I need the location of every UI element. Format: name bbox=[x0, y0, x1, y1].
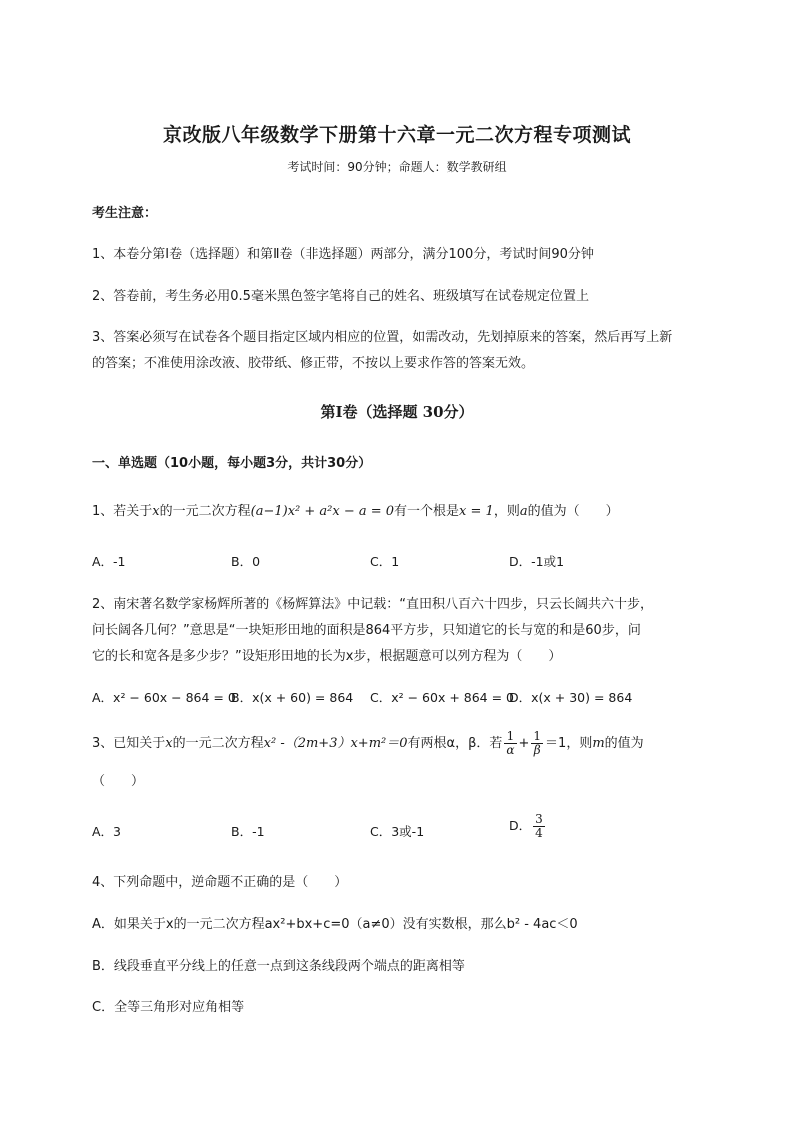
question-4-option-b: B．线段垂直平分线上的任意一点到这条线段两个端点的距离相等 bbox=[92, 959, 465, 974]
notice-item-3: 3、答案必须写在试卷各个题目指定区域内相应的位置，如需改动，先划掉原来的答案，然后再写上新 bbox=[92, 330, 673, 345]
question-3-blank: （ ） bbox=[92, 774, 145, 789]
question-3-stem: 3、已知关于x的一元二次方程x² -（2m+3）x+m²＝0有两根α，β．若 $\frac{1}{\alpha}$ + $\frac{1}{\beta}$ ＝1，则m的值为 bbox=[92, 729, 644, 757]
question-2-option-a: A．x² − 60x − 864 = 0 bbox=[92, 690, 236, 705]
question-3-option-b: B．-1 bbox=[231, 824, 265, 839]
question-4-stem: 4、下列命题中，逆命题不正确的是（ ） bbox=[92, 875, 348, 890]
question-4-option-a: A．如果关于x的一元二次方程ax²+bx+c=0（a≠0）没有实数根，那么b² - 4ac＜0 bbox=[92, 917, 578, 932]
question-1-option-c: C．1 bbox=[370, 554, 400, 569]
question-2-line-2: 问长阔各几何？”意思是“一块矩形田地的面积是864平方步，只知道它的长与宽的和是60步，问 bbox=[92, 623, 641, 638]
exam-info: 考试时间：90分钟；命题人：数学教研组 bbox=[287, 160, 507, 174]
question-3-option-d: D． $\frac{3}{4}$ bbox=[509, 812, 543, 840]
question-1-stem: 1、若关于x的一元二次方程(a−1)x² + a²x − a = 0有一个根是x = 1，则a的值为（ ） bbox=[92, 504, 619, 519]
question-3-option-c: C．3或-1 bbox=[370, 824, 425, 839]
question-1-option-b: B．0 bbox=[231, 554, 261, 569]
fraction-three-quarters: $\frac{3}{4}$ bbox=[535, 812, 543, 840]
notice-item-3-cont: 的答案；不准使用涂改液、胶带纸、修正带，不按以上要求作答的答案无效。 bbox=[92, 356, 535, 371]
question-1-option-d: D．-1或1 bbox=[509, 554, 565, 569]
question-2-line-1: 2、南宋著名数学家杨辉所著的《杨辉算法》中记载：“直田积八百六十四步，只云长阔共六十步， bbox=[92, 597, 654, 612]
part1-heading: 第I卷（选择题 30分） bbox=[320, 403, 474, 421]
question-3-option-a: A．3 bbox=[92, 824, 122, 839]
section-heading: 一、单选题（10小题，每小题3分，共计30分） bbox=[92, 456, 372, 471]
question-4-option-c: C．全等三角形对应角相等 bbox=[92, 1000, 245, 1015]
fraction-one-over-beta: $\frac{1}{\beta}$ bbox=[533, 729, 542, 757]
notice-item-2: 2、答卷前，考生务必用0.5毫米黑色签字笔将自己的姓名、班级填写在试卷规定位置上 bbox=[92, 289, 589, 304]
page-title: 京改版八年级数学下册第十六章一元二次方程专项测试 bbox=[162, 124, 631, 146]
fraction-one-over-alpha: $\frac{1}{\alpha}$ bbox=[506, 729, 515, 757]
question-2-option-c: C．x² − 60x + 864 = 0 bbox=[370, 690, 515, 705]
notice-heading: 考生注意： bbox=[92, 206, 158, 221]
question-2-option-d: D．x(x + 30) = 864 bbox=[509, 690, 633, 705]
question-2-option-b: B．x(x + 60) = 864 bbox=[231, 690, 354, 705]
notice-item-1: 1、本卷分第I卷（选择题）和第Ⅱ卷（非选择题）两部分，满分100分，考试时间90分钟 bbox=[92, 247, 594, 262]
question-1-option-a: A．-1 bbox=[92, 554, 126, 569]
question-2-line-3: 它的长和宽各是多少步？”设矩形田地的长为x步，根据题意可以列方程为（ ） bbox=[92, 649, 562, 664]
